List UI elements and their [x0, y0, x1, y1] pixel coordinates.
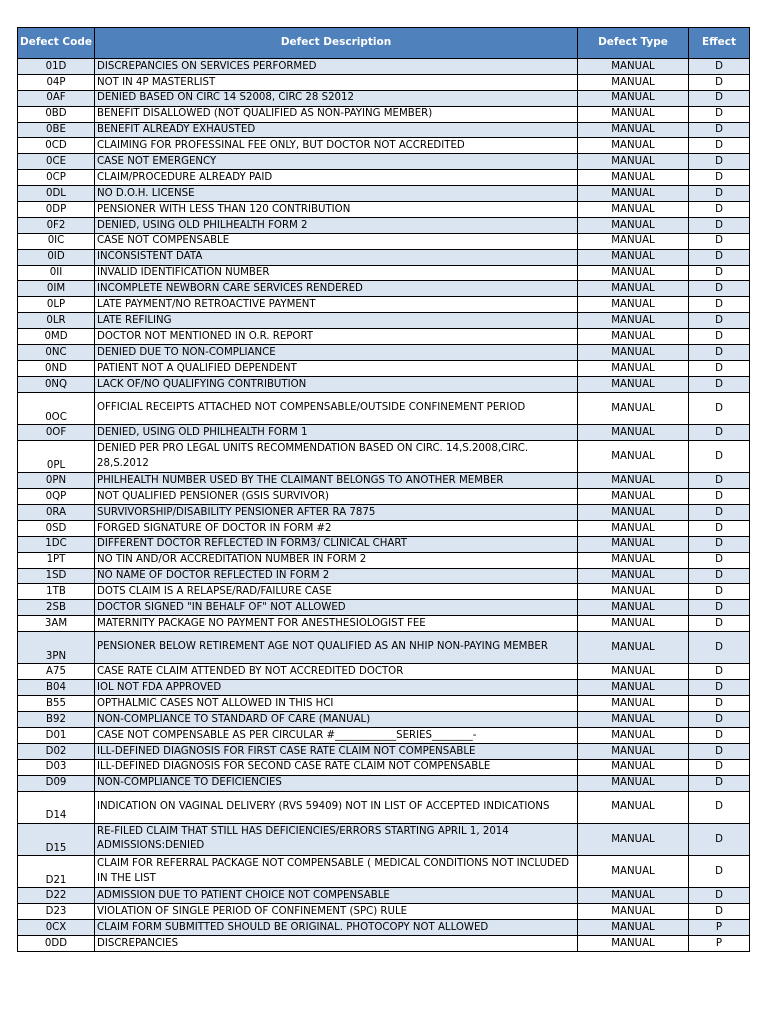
defect-type-cell: MANUAL	[578, 440, 689, 472]
defect-type-cell: MANUAL	[578, 600, 689, 616]
defect-code-sheet	[17, 27, 749, 952]
table-row	[18, 520, 750, 536]
defect-code-cell: 3AM	[18, 616, 95, 632]
defect-code-cell: 1TB	[18, 584, 95, 600]
table-row	[18, 888, 750, 904]
defect-type-cell: MANUAL	[578, 888, 689, 904]
defect-type-cell: MANUAL	[578, 616, 689, 632]
defect-type-cell: MANUAL	[578, 265, 689, 281]
effect-cell: D	[689, 90, 750, 106]
defect-type-cell: MANUAL	[578, 664, 689, 680]
defect-description-cell: OPTHALMIC CASES NOT ALLOWED IN THIS HCI	[95, 696, 578, 712]
effect-cell: D	[689, 856, 750, 888]
defect-description-cell: PENSIONER BELOW RETIREMENT AGE NOT QUALIFIED AS AN NHIP NON-PAYING MEMBER	[95, 632, 578, 664]
effect-cell: D	[689, 680, 750, 696]
defect-type-cell: MANUAL	[578, 376, 689, 392]
defect-code-cell: 0ID	[18, 249, 95, 265]
defect-type-cell: MANUAL	[578, 392, 689, 424]
table-row	[18, 584, 750, 600]
defect-type-cell: MANUAL	[578, 345, 689, 361]
defect-description-cell: DIFFERENT DOCTOR REFLECTED IN FORM3/ CLINICAL CHART	[95, 536, 578, 552]
defect-type-cell: MANUAL	[578, 170, 689, 186]
table-row	[18, 616, 750, 632]
defect-code-cell: D03	[18, 759, 95, 775]
defect-code-cell: 0DD	[18, 936, 95, 952]
defect-code-cell: D09	[18, 775, 95, 791]
effect-cell: D	[689, 329, 750, 345]
defect-code-cell: 0LP	[18, 297, 95, 313]
defect-type-cell: MANUAL	[578, 632, 689, 664]
defect-description-cell: NON-COMPLIANCE TO DEFICIENCIES	[95, 775, 578, 791]
defect-type-cell: MANUAL	[578, 473, 689, 489]
defect-description-cell: INDICATION ON VAGINAL DELIVERY (RVS 59409) NOT IN LIST OF ACCEPTED INDICATIONS	[95, 791, 578, 823]
effect-cell: D	[689, 170, 750, 186]
table-row	[18, 504, 750, 520]
header-effect: Effect	[689, 28, 750, 59]
defect-code-table	[17, 27, 750, 952]
effect-cell: D	[689, 138, 750, 154]
table-row	[18, 90, 750, 106]
defect-description-cell: BENEFIT ALREADY EXHAUSTED	[95, 122, 578, 138]
defect-code-cell: 2SB	[18, 600, 95, 616]
defect-type-cell: MANUAL	[578, 297, 689, 313]
defect-code-cell: 0SD	[18, 520, 95, 536]
defect-description-cell: NO NAME OF DOCTOR REFLECTED IN FORM 2	[95, 568, 578, 584]
effect-cell: D	[689, 202, 750, 218]
effect-cell: D	[689, 106, 750, 122]
defect-description-cell: NO D.O.H. LICENSE	[95, 186, 578, 202]
defect-code-cell: D01	[18, 727, 95, 743]
defect-type-cell: MANUAL	[578, 712, 689, 728]
defect-type-cell: MANUAL	[578, 106, 689, 122]
table-row	[18, 775, 750, 791]
effect-cell: D	[689, 584, 750, 600]
defect-code-cell: 0NC	[18, 345, 95, 361]
defect-description-cell: CLAIM/PROCEDURE ALREADY PAID	[95, 170, 578, 186]
effect-cell: D	[689, 791, 750, 823]
defect-type-cell: MANUAL	[578, 489, 689, 505]
table-row	[18, 440, 750, 472]
table-row	[18, 313, 750, 329]
defect-type-cell: MANUAL	[578, 759, 689, 775]
defect-type-cell: MANUAL	[578, 281, 689, 297]
defect-type-cell: MANUAL	[578, 59, 689, 75]
defect-type-cell: MANUAL	[578, 313, 689, 329]
effect-cell: D	[689, 743, 750, 759]
defect-type-cell: MANUAL	[578, 584, 689, 600]
defect-description-cell: CLAIMING FOR PROFESSINAL FEE ONLY, BUT DOCTOR NOT ACCREDITED	[95, 138, 578, 154]
table-row	[18, 265, 750, 281]
table-row	[18, 249, 750, 265]
defect-description-cell: DISCREPANCIES ON SERVICES PERFORMED	[95, 59, 578, 75]
effect-cell: D	[689, 489, 750, 505]
defect-description-cell: CLAIM FORM SUBMITTED SHOULD BE ORIGINAL. PHOTOCOPY NOT ALLOWED	[95, 920, 578, 936]
defect-type-cell: MANUAL	[578, 520, 689, 536]
defect-description-cell: LATE PAYMENT/NO RETROACTIVE PAYMENT	[95, 297, 578, 313]
defect-code-cell: 0F2	[18, 217, 95, 233]
header-defect-type: Defect Type	[578, 28, 689, 59]
defect-type-cell: MANUAL	[578, 920, 689, 936]
table-row	[18, 329, 750, 345]
defect-description-cell: PHILHEALTH NUMBER USED BY THE CLAIMANT BELONGS TO ANOTHER MEMBER	[95, 473, 578, 489]
table-row	[18, 552, 750, 568]
table-row	[18, 186, 750, 202]
defect-type-cell: MANUAL	[578, 791, 689, 823]
effect-cell: D	[689, 233, 750, 249]
table-row	[18, 106, 750, 122]
defect-code-cell: 0PL	[18, 440, 95, 472]
defect-description-cell: CASE NOT COMPENSABLE AS PER CIRCULAR #____________SERIES________-	[95, 727, 578, 743]
effect-cell: D	[689, 217, 750, 233]
defect-type-cell: MANUAL	[578, 743, 689, 759]
effect-cell: D	[689, 74, 750, 90]
defect-description-cell: DENIED DUE TO NON-COMPLIANCE	[95, 345, 578, 361]
effect-cell: D	[689, 473, 750, 489]
table-row	[18, 202, 750, 218]
effect-cell: D	[689, 712, 750, 728]
defect-description-cell: CASE NOT COMPENSABLE	[95, 233, 578, 249]
defect-code-cell: 0RA	[18, 504, 95, 520]
effect-cell: D	[689, 59, 750, 75]
defect-description-cell: PATIENT NOT A QUALIFIED DEPENDENT	[95, 360, 578, 376]
defect-code-cell: 0OF	[18, 425, 95, 441]
effect-cell: D	[689, 281, 750, 297]
defect-type-cell: MANUAL	[578, 217, 689, 233]
defect-type-cell: MANUAL	[578, 154, 689, 170]
effect-cell: D	[689, 425, 750, 441]
table-row	[18, 664, 750, 680]
effect-cell: D	[689, 265, 750, 281]
defect-type-cell: MANUAL	[578, 90, 689, 106]
table-row	[18, 743, 750, 759]
defect-type-cell: MANUAL	[578, 680, 689, 696]
table-row	[18, 712, 750, 728]
defect-type-cell: MANUAL	[578, 552, 689, 568]
defect-type-cell: MANUAL	[578, 504, 689, 520]
table-row	[18, 600, 750, 616]
table-row	[18, 154, 750, 170]
header-defect-description: Defect Description	[95, 28, 578, 59]
table-row	[18, 233, 750, 249]
defect-code-cell: 0DL	[18, 186, 95, 202]
table-row	[18, 727, 750, 743]
effect-cell: D	[689, 440, 750, 472]
effect-cell: D	[689, 520, 750, 536]
table-row	[18, 345, 750, 361]
defect-type-cell: MANUAL	[578, 202, 689, 218]
defect-description-cell: OFFICIAL RECEIPTS ATTACHED NOT COMPENSABLE/OUTSIDE CONFINEMENT PERIOD	[95, 392, 578, 424]
table-row	[18, 632, 750, 664]
table-row	[18, 568, 750, 584]
effect-cell: D	[689, 727, 750, 743]
defect-type-cell: MANUAL	[578, 186, 689, 202]
defect-type-cell: MANUAL	[578, 360, 689, 376]
defect-type-cell: MANUAL	[578, 568, 689, 584]
defect-description-cell: LACK OF/NO QUALIFYING CONTRIBUTION	[95, 376, 578, 392]
defect-code-cell: 0CP	[18, 170, 95, 186]
defect-type-cell: MANUAL	[578, 249, 689, 265]
defect-code-cell: B55	[18, 696, 95, 712]
table-row	[18, 823, 750, 855]
defect-description-cell: DENIED PER PRO LEGAL UNITS RECOMMENDATION BASED ON CIRC. 14,S.2008,CIRC. 28,S.2012	[95, 440, 578, 472]
defect-description-cell: DISCREPANCIES	[95, 936, 578, 952]
defect-code-cell: 0ND	[18, 360, 95, 376]
defect-description-cell: DENIED, USING OLD PHILHEALTH FORM 1	[95, 425, 578, 441]
effect-cell: D	[689, 775, 750, 791]
effect-cell: D	[689, 313, 750, 329]
defect-description-cell: VIOLATION OF SINGLE PERIOD OF CONFINEMENT (SPC) RULE	[95, 904, 578, 920]
defect-description-cell: SURVIVORSHIP/DISABILITY PENSIONER AFTER RA 7875	[95, 504, 578, 520]
table-row	[18, 680, 750, 696]
defect-code-cell: 0CD	[18, 138, 95, 154]
effect-cell: D	[689, 504, 750, 520]
table-row	[18, 297, 750, 313]
defect-description-cell: INCONSISTENT DATA	[95, 249, 578, 265]
effect-cell: D	[689, 616, 750, 632]
defect-code-cell: 04P	[18, 74, 95, 90]
defect-type-cell: MANUAL	[578, 122, 689, 138]
defect-description-cell: NON-COMPLIANCE TO STANDARD OF CARE (MANUAL)	[95, 712, 578, 728]
effect-cell: P	[689, 920, 750, 936]
table-row	[18, 473, 750, 489]
defect-description-cell: ADMISSION DUE TO PATIENT CHOICE NOT COMPENSABLE	[95, 888, 578, 904]
defect-code-cell: 3PN	[18, 632, 95, 664]
table-row	[18, 920, 750, 936]
table-row	[18, 392, 750, 424]
table-row	[18, 138, 750, 154]
defect-type-cell: MANUAL	[578, 138, 689, 154]
header-defect-code: Defect Code	[18, 28, 95, 59]
defect-type-cell: MANUAL	[578, 727, 689, 743]
defect-code-cell: 0LR	[18, 313, 95, 329]
table-row	[18, 936, 750, 952]
defect-description-cell: NOT IN 4P MASTERLIST	[95, 74, 578, 90]
table-row	[18, 696, 750, 712]
effect-cell: D	[689, 376, 750, 392]
defect-code-cell: 0CE	[18, 154, 95, 170]
effect-cell: D	[689, 904, 750, 920]
defect-code-cell: D14	[18, 791, 95, 823]
defect-code-cell: D15	[18, 823, 95, 855]
defect-description-cell: DOCTOR NOT MENTIONED IN O.R. REPORT	[95, 329, 578, 345]
table-row	[18, 759, 750, 775]
table-row	[18, 170, 750, 186]
defect-code-cell: 0AF	[18, 90, 95, 106]
defect-description-cell: MATERNITY PACKAGE NO PAYMENT FOR ANESTHESIOLOGIST FEE	[95, 616, 578, 632]
effect-cell: D	[689, 186, 750, 202]
defect-code-cell: 1PT	[18, 552, 95, 568]
table-row	[18, 376, 750, 392]
defect-code-cell: 0BD	[18, 106, 95, 122]
defect-code-cell: 1SD	[18, 568, 95, 584]
table-row	[18, 360, 750, 376]
effect-cell: D	[689, 122, 750, 138]
defect-code-cell: 0II	[18, 265, 95, 281]
table-row	[18, 489, 750, 505]
defect-description-cell: NOT QUALIFIED PENSIONER (GSIS SURVIVOR)	[95, 489, 578, 505]
defect-type-cell: MANUAL	[578, 536, 689, 552]
effect-cell: D	[689, 888, 750, 904]
defect-description-cell: DENIED BASED ON CIRC 14 S2008, CIRC 28 S2012	[95, 90, 578, 106]
table-row	[18, 217, 750, 233]
effect-cell: P	[689, 936, 750, 952]
defect-description-cell: ILL-DEFINED DIAGNOSIS FOR FIRST CASE RATE CLAIM NOT COMPENSABLE	[95, 743, 578, 759]
defect-code-cell: 0OC	[18, 392, 95, 424]
table-row	[18, 904, 750, 920]
effect-cell: D	[689, 568, 750, 584]
effect-cell: D	[689, 360, 750, 376]
effect-cell: D	[689, 345, 750, 361]
defect-code-cell: 0DP	[18, 202, 95, 218]
defect-type-cell: MANUAL	[578, 425, 689, 441]
defect-description-cell: IOL NOT FDA APPROVED	[95, 680, 578, 696]
defect-type-cell: MANUAL	[578, 329, 689, 345]
defect-description-cell: PENSIONER WITH LESS THAN 120 CONTRIBUTION	[95, 202, 578, 218]
defect-type-cell: MANUAL	[578, 233, 689, 249]
defect-type-cell: MANUAL	[578, 775, 689, 791]
defect-description-cell: DOTS CLAIM IS A RELAPSE/RAD/FAILURE CASE	[95, 584, 578, 600]
defect-description-cell: INCOMPLETE NEWBORN CARE SERVICES RENDERED	[95, 281, 578, 297]
defect-description-cell: NO TIN AND/OR ACCREDITATION NUMBER IN FORM 2	[95, 552, 578, 568]
effect-cell: D	[689, 759, 750, 775]
effect-cell: D	[689, 392, 750, 424]
defect-type-cell: MANUAL	[578, 696, 689, 712]
defect-code-cell: 1DC	[18, 536, 95, 552]
table-row	[18, 281, 750, 297]
table-row	[18, 59, 750, 75]
defect-description-cell: CASE NOT EMERGENCY	[95, 154, 578, 170]
defect-description-cell: RE-FILED CLAIM THAT STILL HAS DEFICIENCIES/ERRORS STARTING APRIL 1, 2014 ADMISSIONS:DENIED	[95, 823, 578, 855]
effect-cell: D	[689, 600, 750, 616]
table-row	[18, 856, 750, 888]
defect-description-cell: LATE REFILING	[95, 313, 578, 329]
effect-cell: D	[689, 696, 750, 712]
effect-cell: D	[689, 632, 750, 664]
defect-code-cell: 0PN	[18, 473, 95, 489]
defect-code-cell: D23	[18, 904, 95, 920]
table-row	[18, 425, 750, 441]
defect-type-cell: MANUAL	[578, 904, 689, 920]
defect-description-cell: DOCTOR SIGNED "IN BEHALF OF" NOT ALLOWED	[95, 600, 578, 616]
defect-type-cell: MANUAL	[578, 936, 689, 952]
defect-code-cell: D02	[18, 743, 95, 759]
effect-cell: D	[689, 664, 750, 680]
defect-type-cell: MANUAL	[578, 74, 689, 90]
defect-code-cell: B92	[18, 712, 95, 728]
defect-code-cell: 0NQ	[18, 376, 95, 392]
table-header-row	[18, 28, 750, 59]
table-row	[18, 791, 750, 823]
defect-description-cell: CASE RATE CLAIM ATTENDED BY NOT ACCREDITED DOCTOR	[95, 664, 578, 680]
effect-cell: D	[689, 297, 750, 313]
defect-code-cell: B04	[18, 680, 95, 696]
defect-description-cell: BENEFIT DISALLOWED (NOT QUALIFIED AS NON-PAYING MEMBER)	[95, 106, 578, 122]
defect-description-cell: CLAIM FOR REFERRAL PACKAGE NOT COMPENSABLE ( MEDICAL CONDITIONS NOT INCLUDED IN THE LIST	[95, 856, 578, 888]
effect-cell: D	[689, 154, 750, 170]
defect-code-cell: 0BE	[18, 122, 95, 138]
defect-type-cell: MANUAL	[578, 823, 689, 855]
defect-code-cell: 0IM	[18, 281, 95, 297]
effect-cell: D	[689, 823, 750, 855]
defect-code-cell: 0MD	[18, 329, 95, 345]
table-row	[18, 74, 750, 90]
defect-code-cell: D21	[18, 856, 95, 888]
defect-code-cell: A75	[18, 664, 95, 680]
defect-code-cell: 01D	[18, 59, 95, 75]
effect-cell: D	[689, 249, 750, 265]
defect-description-cell: FORGED SIGNATURE OF DOCTOR IN FORM #2	[95, 520, 578, 536]
defect-code-cell: D22	[18, 888, 95, 904]
defect-description-cell: ILL-DEFINED DIAGNOSIS FOR SECOND CASE RATE CLAIM NOT COMPENSABLE	[95, 759, 578, 775]
defect-description-cell: DENIED, USING OLD PHILHEALTH FORM 2	[95, 217, 578, 233]
table-row	[18, 122, 750, 138]
defect-type-cell: MANUAL	[578, 856, 689, 888]
defect-code-cell: 0QP	[18, 489, 95, 505]
defect-description-cell: INVALID IDENTIFICATION NUMBER	[95, 265, 578, 281]
table-row	[18, 536, 750, 552]
table-body	[18, 59, 750, 952]
effect-cell: D	[689, 536, 750, 552]
defect-code-cell: 0CX	[18, 920, 95, 936]
defect-code-cell: 0IC	[18, 233, 95, 249]
effect-cell: D	[689, 552, 750, 568]
